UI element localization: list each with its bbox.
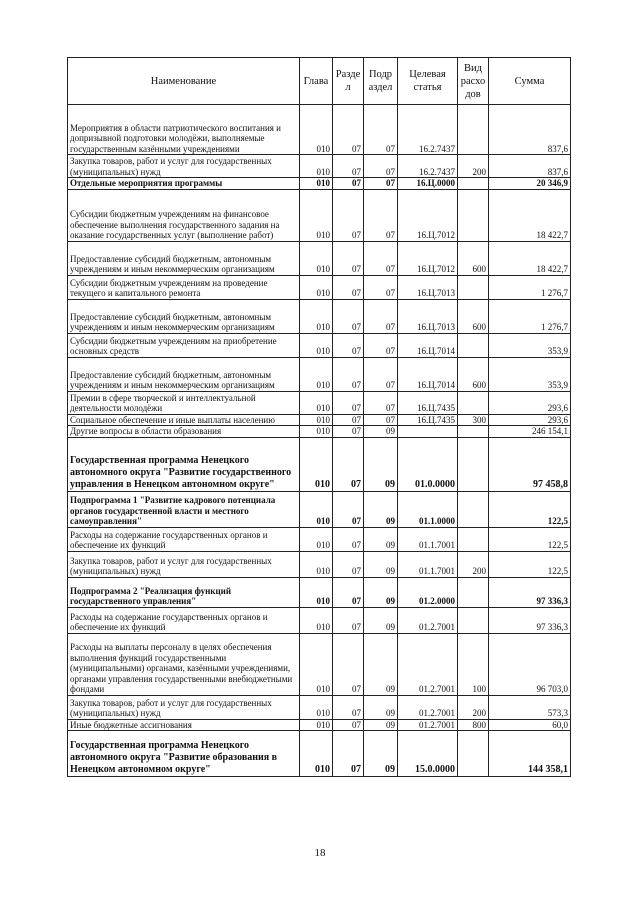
row-name: Расходы на выплаты персоналу в целях обеспечения выполнения функций государственными (муниципальными) органами, казёнными учреждениями, органами управления государственными внебюджетными фондами bbox=[68, 633, 300, 695]
table-header-row bbox=[68, 58, 571, 105]
row-podrazdel: 09 bbox=[364, 551, 398, 577]
row-celevaya: 01.1.7001 bbox=[398, 527, 458, 551]
row-celevaya: 01.2.7001 bbox=[398, 607, 458, 633]
row-podrazdel: 07 bbox=[364, 189, 398, 241]
row-razdel: 07 bbox=[333, 719, 364, 731]
row-name: Мероприятия в области патриотического воспитания и допризывной подготовки молодёжи, выполняемые государственным казёнными учреждениями bbox=[68, 105, 300, 155]
row-summa: 1 276,7 bbox=[489, 275, 571, 299]
row-glava: 010 bbox=[300, 426, 333, 438]
row-glava: 010 bbox=[300, 633, 333, 695]
row-celevaya: 01.2.7001 bbox=[398, 695, 458, 719]
row-glava: 010 bbox=[300, 731, 333, 777]
row-vid bbox=[458, 105, 489, 155]
row-name: Иные бюджетные ассигнования bbox=[68, 719, 300, 731]
row-vid: 200 bbox=[458, 695, 489, 719]
row-glava: 010 bbox=[300, 437, 333, 491]
table-row bbox=[68, 719, 571, 731]
table-row bbox=[68, 275, 571, 299]
row-razdel: 07 bbox=[333, 155, 364, 178]
table-row bbox=[68, 731, 571, 777]
table-row bbox=[68, 333, 571, 357]
row-glava: 010 bbox=[300, 491, 333, 527]
row-vid: 200 bbox=[458, 551, 489, 577]
table-row bbox=[68, 189, 571, 241]
row-podrazdel: 09 bbox=[364, 426, 398, 438]
table-row bbox=[68, 299, 571, 333]
table-row bbox=[68, 105, 571, 155]
row-vid bbox=[458, 527, 489, 551]
budget-table bbox=[67, 57, 571, 777]
row-razdel: 07 bbox=[333, 357, 364, 391]
row-summa: 573,3 bbox=[489, 695, 571, 719]
row-celevaya: 16.Ц.7013 bbox=[398, 275, 458, 299]
row-celevaya: 01.2.0000 bbox=[398, 577, 458, 607]
table-row bbox=[68, 577, 571, 607]
table-row bbox=[68, 426, 571, 438]
row-summa: 353,9 bbox=[489, 357, 571, 391]
row-glava: 010 bbox=[300, 299, 333, 333]
row-podrazdel: 09 bbox=[364, 633, 398, 695]
header-summa: Сумма bbox=[489, 58, 571, 105]
table-row bbox=[68, 178, 571, 190]
row-podrazdel: 07 bbox=[364, 299, 398, 333]
row-celevaya: 15.0.0000 bbox=[398, 731, 458, 777]
row-glava: 010 bbox=[300, 178, 333, 190]
row-podrazdel: 09 bbox=[364, 731, 398, 777]
row-summa: 20 346,9 bbox=[489, 178, 571, 190]
header-podrazdel: Подр аздел bbox=[364, 58, 398, 105]
row-razdel: 07 bbox=[333, 105, 364, 155]
row-celevaya: 16.Ц.0000 bbox=[398, 178, 458, 190]
row-summa: 246 154,1 bbox=[489, 426, 571, 438]
page-number: 18 bbox=[314, 847, 326, 859]
row-glava: 010 bbox=[300, 577, 333, 607]
row-celevaya: 16.2.7437 bbox=[398, 155, 458, 178]
row-name: Закупка товаров, работ и услуг для государственных (муниципальных) нужд bbox=[68, 155, 300, 178]
row-glava: 010 bbox=[300, 189, 333, 241]
row-glava: 010 bbox=[300, 607, 333, 633]
header-razdel: Разде л bbox=[333, 58, 364, 105]
row-name: Подпрограмма 1 "Развитие кадрового потенциала органов государственной власти и местного самоуправления" bbox=[68, 491, 300, 527]
row-summa: 1 276,7 bbox=[489, 299, 571, 333]
row-razdel: 07 bbox=[333, 189, 364, 241]
table-row bbox=[68, 491, 571, 527]
row-podrazdel: 07 bbox=[364, 357, 398, 391]
row-razdel: 07 bbox=[333, 299, 364, 333]
table-row bbox=[68, 527, 571, 551]
row-name: Отдельные мероприятия программы bbox=[68, 178, 300, 190]
table-row bbox=[68, 155, 571, 178]
row-podrazdel: 07 bbox=[364, 275, 398, 299]
row-name: Субсидии бюджетным учреждениям на приобретение основных средств bbox=[68, 333, 300, 357]
row-razdel: 07 bbox=[333, 437, 364, 491]
row-podrazdel: 09 bbox=[364, 695, 398, 719]
row-celevaya bbox=[398, 426, 458, 438]
row-podrazdel: 09 bbox=[364, 437, 398, 491]
row-razdel: 07 bbox=[333, 414, 364, 426]
row-podrazdel: 09 bbox=[364, 491, 398, 527]
row-podrazdel: 07 bbox=[364, 178, 398, 190]
row-glava: 010 bbox=[300, 695, 333, 719]
row-summa: 122,5 bbox=[489, 491, 571, 527]
row-name: Закупка товаров, работ и услуг для государственных (муниципальных) нужд bbox=[68, 551, 300, 577]
row-razdel: 07 bbox=[333, 551, 364, 577]
row-summa: 18 422,7 bbox=[489, 189, 571, 241]
row-vid bbox=[458, 491, 489, 527]
row-name: Расходы на содержание государственных органов и обеспечение их функций bbox=[68, 527, 300, 551]
table-row bbox=[68, 437, 571, 491]
row-vid bbox=[458, 731, 489, 777]
row-summa: 122,5 bbox=[489, 527, 571, 551]
row-razdel: 07 bbox=[333, 491, 364, 527]
row-glava: 010 bbox=[300, 414, 333, 426]
row-name: Предоставление субсидий бюджетным, автономным учреждениям и иным некоммерческим организациям bbox=[68, 357, 300, 391]
row-vid: 800 bbox=[458, 719, 489, 731]
row-summa: 122,5 bbox=[489, 551, 571, 577]
row-summa: 293,6 bbox=[489, 414, 571, 426]
row-summa: 144 358,1 bbox=[489, 731, 571, 777]
row-razdel: 07 bbox=[333, 577, 364, 607]
row-summa: 97 336,3 bbox=[489, 577, 571, 607]
row-razdel: 07 bbox=[333, 527, 364, 551]
row-name: Другие вопросы в области образования bbox=[68, 426, 300, 438]
row-celevaya: 01.1.0000 bbox=[398, 491, 458, 527]
row-glava: 010 bbox=[300, 105, 333, 155]
row-name: Предоставление субсидий бюджетным, автономным учреждениям и иным некоммерческим организациям bbox=[68, 241, 300, 275]
header-celevaya: Целевая статья bbox=[398, 58, 458, 105]
row-summa: 60,0 bbox=[489, 719, 571, 731]
row-celevaya: 16.Ц.7014 bbox=[398, 333, 458, 357]
row-vid bbox=[458, 333, 489, 357]
row-name: Субсидии бюджетным учреждениям на финансовое обеспечение выполнения государственного задания на оказание государственных услуг (выполнение работ) bbox=[68, 189, 300, 241]
header-vid: Вид расхо дов bbox=[458, 58, 489, 105]
row-glava: 010 bbox=[300, 333, 333, 357]
header-glava: Глава bbox=[300, 58, 333, 105]
budget-table-sheet bbox=[67, 57, 570, 777]
row-vid: 200 bbox=[458, 155, 489, 178]
header-name: Наименование bbox=[68, 58, 300, 105]
row-name: Расходы на содержание государственных органов и обеспечение их функций bbox=[68, 607, 300, 633]
row-vid bbox=[458, 426, 489, 438]
row-podrazdel: 07 bbox=[364, 155, 398, 178]
table-row bbox=[68, 414, 571, 426]
row-glava: 010 bbox=[300, 719, 333, 731]
row-vid bbox=[458, 189, 489, 241]
row-vid: 600 bbox=[458, 357, 489, 391]
row-razdel: 07 bbox=[333, 607, 364, 633]
row-celevaya: 16.2.7437 bbox=[398, 105, 458, 155]
row-podrazdel: 07 bbox=[364, 333, 398, 357]
row-name: Премии в сфере творческой и интеллектуальной деятельности молодёжи bbox=[68, 391, 300, 414]
row-razdel: 07 bbox=[333, 695, 364, 719]
row-vid bbox=[458, 178, 489, 190]
row-summa: 97 458,8 bbox=[489, 437, 571, 491]
row-celevaya: 16.Ц.7014 bbox=[398, 357, 458, 391]
row-glava: 010 bbox=[300, 241, 333, 275]
row-razdel: 07 bbox=[333, 178, 364, 190]
row-glava: 010 bbox=[300, 391, 333, 414]
row-celevaya: 16.Ц.7435 bbox=[398, 414, 458, 426]
row-name: Государственная программа Ненецкого автономного округа "Развитие государственного управления в Ненецком автономном округе" bbox=[68, 437, 300, 491]
row-name: Закупка товаров, работ и услуг для государственных (муниципальных) нужд bbox=[68, 695, 300, 719]
row-celevaya: 01.0.0000 bbox=[398, 437, 458, 491]
table-row bbox=[68, 551, 571, 577]
row-celevaya: 01.1.7001 bbox=[398, 551, 458, 577]
row-vid bbox=[458, 607, 489, 633]
table-body bbox=[68, 105, 571, 777]
row-razdel: 07 bbox=[333, 731, 364, 777]
table-row bbox=[68, 607, 571, 633]
row-podrazdel: 07 bbox=[364, 241, 398, 275]
row-razdel: 07 bbox=[333, 391, 364, 414]
row-summa: 837,6 bbox=[489, 105, 571, 155]
table-row bbox=[68, 633, 571, 695]
row-podrazdel: 09 bbox=[364, 577, 398, 607]
row-podrazdel: 07 bbox=[364, 105, 398, 155]
row-name: Подпрограмма 2 "Реализация функций государственного управления" bbox=[68, 577, 300, 607]
row-glava: 010 bbox=[300, 527, 333, 551]
row-summa: 293,6 bbox=[489, 391, 571, 414]
row-vid bbox=[458, 391, 489, 414]
row-razdel: 07 bbox=[333, 275, 364, 299]
row-vid bbox=[458, 275, 489, 299]
row-vid bbox=[458, 437, 489, 491]
row-podrazdel: 09 bbox=[364, 719, 398, 731]
table-row bbox=[68, 357, 571, 391]
row-celevaya: 01.2.7001 bbox=[398, 633, 458, 695]
row-name: Социальное обеспечение и иные выплаты населению bbox=[68, 414, 300, 426]
row-vid: 600 bbox=[458, 299, 489, 333]
row-name: Государственная программа Ненецкого автономного округа "Развитие образования в Ненецком автономном округе" bbox=[68, 731, 300, 777]
row-vid bbox=[458, 577, 489, 607]
row-summa: 353,9 bbox=[489, 333, 571, 357]
row-celevaya: 01.2.7001 bbox=[398, 719, 458, 731]
row-summa: 96 703,0 bbox=[489, 633, 571, 695]
row-podrazdel: 09 bbox=[364, 527, 398, 551]
row-name: Предоставление субсидий бюджетным, автономным учреждениям и иным некоммерческим организациям bbox=[68, 299, 300, 333]
row-celevaya: 16.Ц.7435 bbox=[398, 391, 458, 414]
row-razdel: 07 bbox=[333, 333, 364, 357]
row-glava: 010 bbox=[300, 275, 333, 299]
row-glava: 010 bbox=[300, 357, 333, 391]
row-summa: 97 336,3 bbox=[489, 607, 571, 633]
row-razdel: 07 bbox=[333, 426, 364, 438]
table-row bbox=[68, 391, 571, 414]
row-glava: 010 bbox=[300, 155, 333, 178]
row-vid: 100 bbox=[458, 633, 489, 695]
row-podrazdel: 07 bbox=[364, 391, 398, 414]
row-vid: 300 bbox=[458, 414, 489, 426]
row-celevaya: 16.Ц.7013 bbox=[398, 299, 458, 333]
row-podrazdel: 07 bbox=[364, 414, 398, 426]
row-celevaya: 16.Ц.7012 bbox=[398, 189, 458, 241]
row-summa: 837,6 bbox=[489, 155, 571, 178]
row-glava: 010 bbox=[300, 551, 333, 577]
row-name: Субсидии бюджетным учреждениям на проведение текущего и капитального ремонта bbox=[68, 275, 300, 299]
row-razdel: 07 bbox=[333, 241, 364, 275]
row-celevaya: 16.Ц.7012 bbox=[398, 241, 458, 275]
row-razdel: 07 bbox=[333, 633, 364, 695]
row-podrazdel: 09 bbox=[364, 607, 398, 633]
table-row bbox=[68, 695, 571, 719]
row-vid: 600 bbox=[458, 241, 489, 275]
row-summa: 18 422,7 bbox=[489, 241, 571, 275]
table-row bbox=[68, 241, 571, 275]
